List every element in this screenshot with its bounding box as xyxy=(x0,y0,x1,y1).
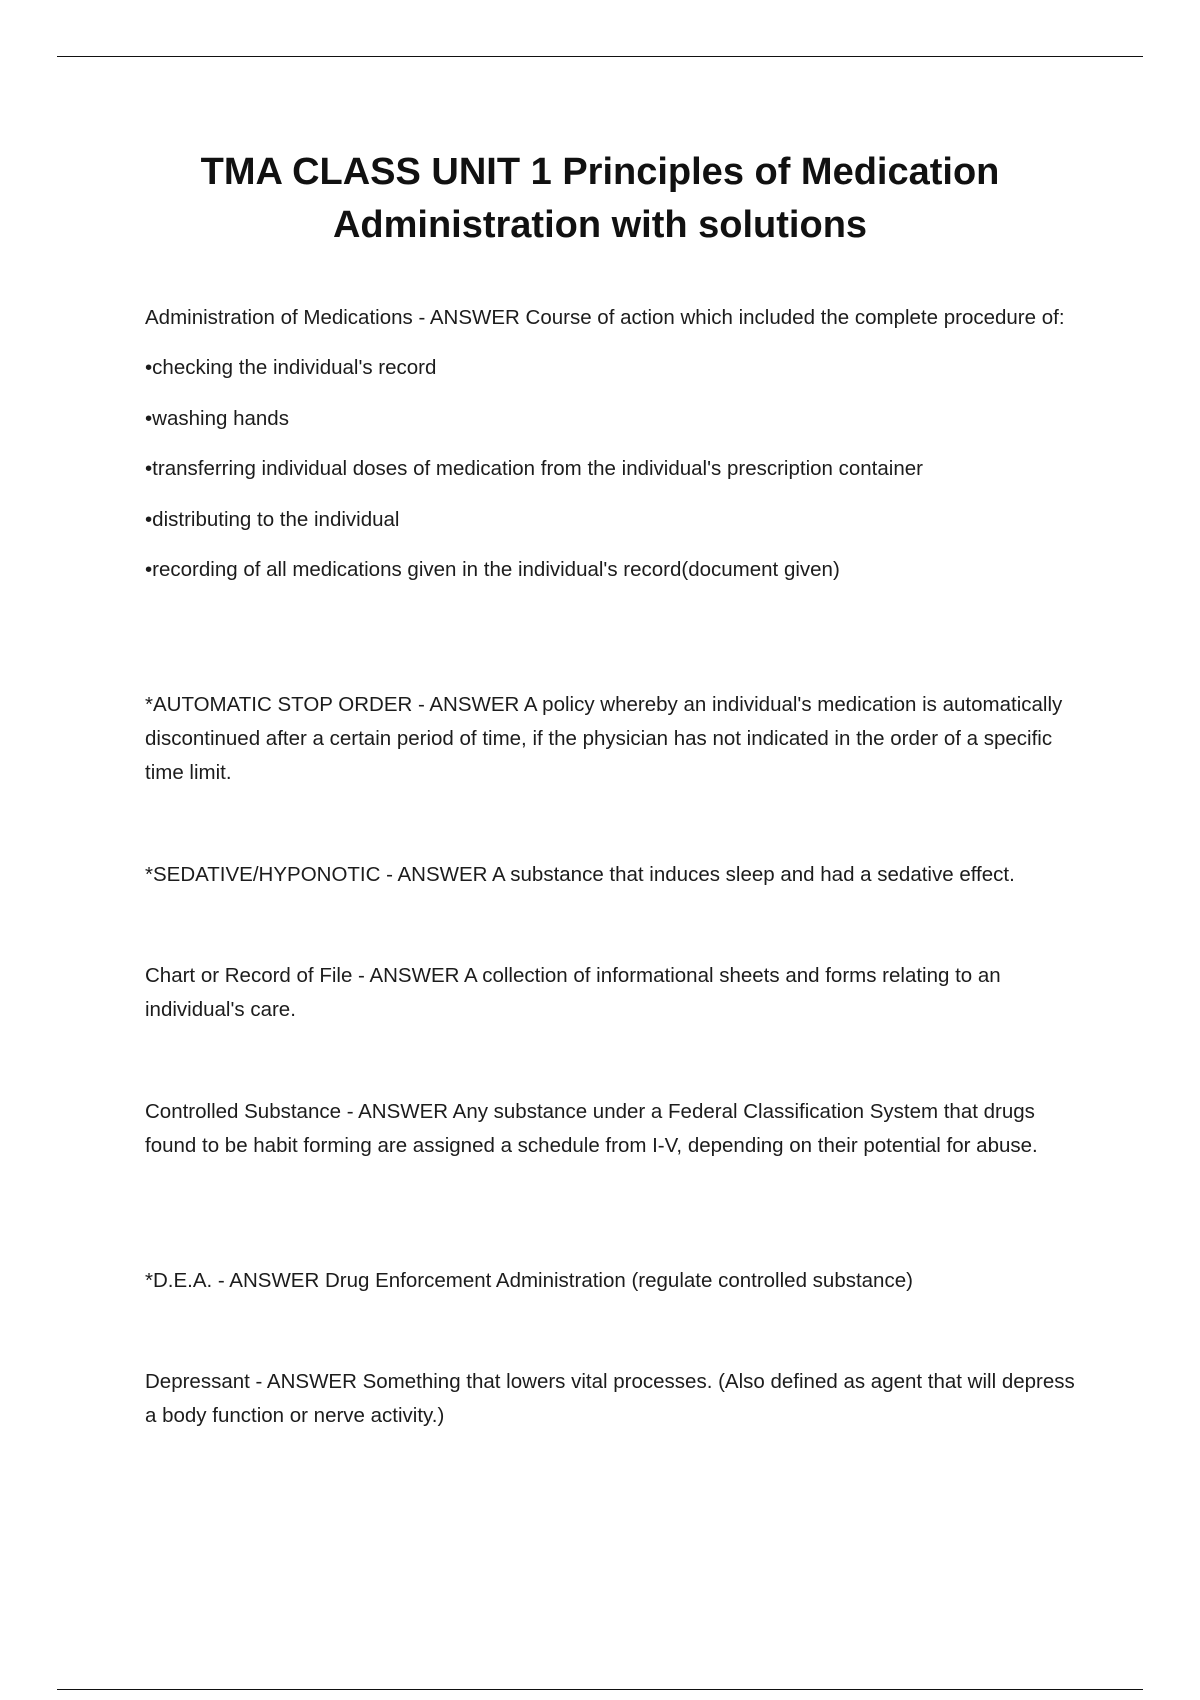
entry-text: *D.E.A. - ANSWER Drug Enforcement Administration (regulate controlled substance) xyxy=(145,1269,913,1292)
entry-dea xyxy=(145,1264,1085,1298)
entry-automatic-stop-order xyxy=(145,688,1085,790)
procedure-bullet-list xyxy=(145,351,1085,587)
entry-chart-or-record xyxy=(145,959,1085,1027)
entry-text: Depressant - ANSWER Something that lowers vital processes. (Also defined as agent that will depress a body function or nerve activity.) xyxy=(145,1370,1075,1427)
entry-depressant xyxy=(145,1365,1085,1433)
entry-sedative-hypnotic xyxy=(145,858,1085,892)
entry-text: *AUTOMATIC STOP ORDER - ANSWER A policy whereby an individual's medication is automatically discontinued after a certain period of time, if the physician has not indicated in the order of a specific time limit. xyxy=(145,693,1063,784)
entry-text: Controlled Substance - ANSWER Any substance under a Federal Classification System that drugs found to be habit forming are assigned a schedule from I-V, depending on their potential for abuse. xyxy=(145,1100,1038,1157)
entry-controlled-substance xyxy=(145,1095,1085,1163)
entry-text: Chart or Record of File - ANSWER A collection of informational sheets and forms relating to an individual's care. xyxy=(145,964,1001,1021)
bullet-item: •distributing to the individual xyxy=(145,507,400,531)
entry-administration-of-medications xyxy=(145,301,1085,604)
bullet-item: •checking the individual's record xyxy=(145,356,437,379)
bottom-divider xyxy=(57,1689,1143,1690)
entry-text: Administration of Medications - ANSWER Course of action which included the complete procedure of: xyxy=(145,306,1065,329)
bullet-item: •washing hands xyxy=(145,406,289,430)
bullet-item: •recording of all medications given in the individual's record(document given) xyxy=(145,558,840,581)
entry-text: *SEDATIVE/HYPONOTIC - ANSWER A substance that induces sleep and had a sedative effect. xyxy=(145,863,1015,886)
document-title: TMA CLASS UNIT 1 Principles of Medication Administration with solutions xyxy=(200,151,1000,246)
top-divider xyxy=(57,56,1143,57)
bullet-item: •transferring individual doses of medication from the individual's prescription container xyxy=(145,457,923,480)
